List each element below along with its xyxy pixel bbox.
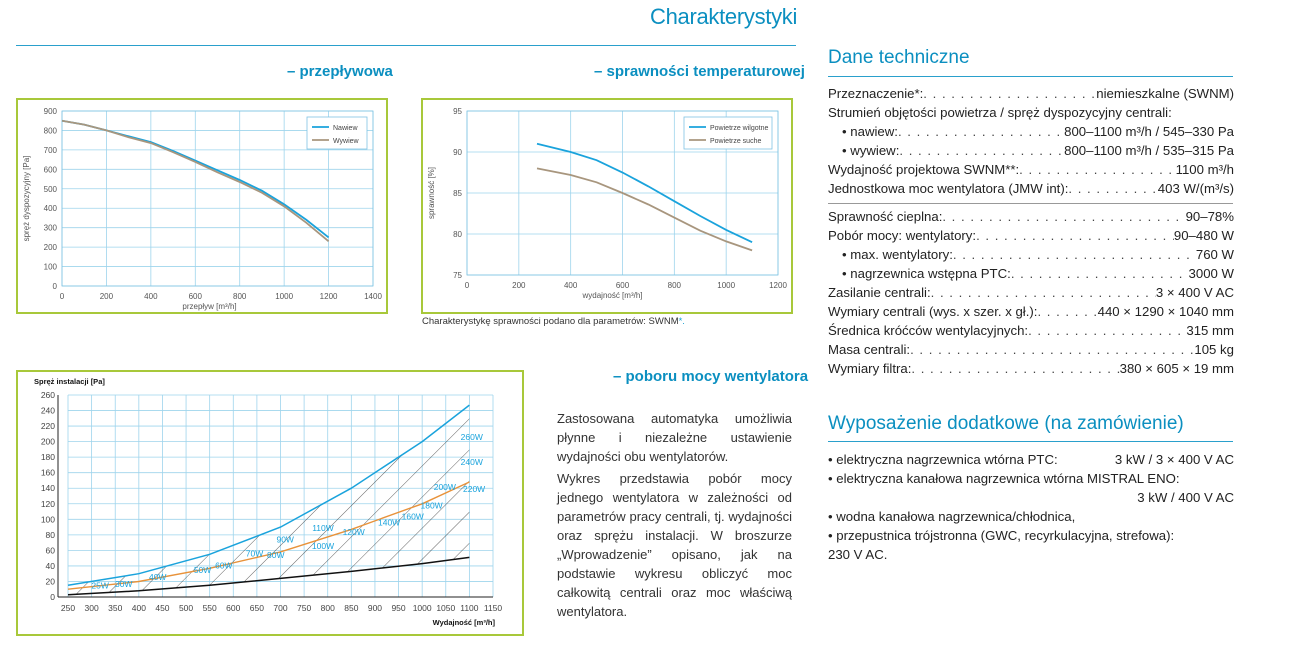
tech-row-value: 380 × 605 × 19 mm — [1119, 361, 1234, 376]
y-tick-label: 600 — [43, 165, 57, 175]
x-tick-label: 700 — [273, 603, 288, 613]
tech-row — [828, 103, 1234, 122]
x-tick-label: 0 — [464, 281, 470, 290]
tech-row-label: • wywiew: — [842, 143, 900, 158]
tech-row-leader — [931, 283, 1156, 302]
power-label: 25W — [91, 580, 109, 591]
x-tick-label: 1200 — [319, 292, 338, 301]
section-efficiency-title: – sprawności temperaturowej — [594, 63, 805, 80]
tech-row-leader — [923, 84, 1096, 103]
tech-title: Dane techniczne — [828, 47, 970, 68]
equipment-item-value: 3 kW / 400 V AC — [1137, 490, 1234, 505]
page-title: Charakterystyki — [650, 4, 798, 29]
x-tick-label: 350 — [108, 603, 123, 613]
y-tick-label: 75 — [453, 271, 462, 280]
tech-row-value: 800–1100 m³/h / 545–330 Pa — [1064, 124, 1234, 139]
power-label: 140W — [378, 517, 401, 528]
tech-row-value: 403 W/(m³/s) — [1157, 181, 1234, 196]
x-tick-label: 250 — [60, 603, 76, 613]
tech-row-value: 440 × 1290 × 1040 mm — [1097, 304, 1234, 319]
power-label: 90W — [276, 534, 294, 545]
y-tick-label: 80 — [453, 230, 462, 239]
tech-row-label: Średnica króćców wentylacyjnych: — [828, 323, 1029, 338]
x-axis-title: Wydajność [m³/h] — [432, 618, 495, 627]
efficiency-chart-frame — [421, 98, 793, 314]
title-divider — [16, 45, 796, 46]
y-tick-label: 260 — [40, 390, 55, 400]
efficiency-note — [422, 316, 685, 327]
tech-row-label: • nawiew: — [842, 124, 898, 139]
x-tick-label: 1000 — [412, 603, 432, 613]
tech-row-leader — [1019, 160, 1175, 179]
tech-row-label: Wymiary filtra: — [828, 361, 912, 376]
y-tick-label: 120 — [40, 498, 55, 509]
y-tick-label: 0 — [50, 592, 55, 602]
series-line-1 — [537, 168, 752, 250]
tech-row-leader — [898, 122, 1064, 141]
tech-row — [828, 245, 1234, 264]
tech-row-label: Strumień objętości powietrza / spręż dyspozycyjny centrali: — [828, 105, 1172, 120]
y-tick-label: 200 — [40, 436, 55, 447]
tech-row-leader — [942, 207, 1185, 226]
description — [557, 409, 792, 624]
equipment-item — [828, 450, 1234, 469]
equipment-item-text: • wodna kanałowa nagrzewnica/chłodnica, — [828, 509, 1076, 524]
tech-row-value: 315 mm — [1186, 323, 1234, 338]
tech-row-value: 760 W — [1195, 247, 1234, 262]
efficiency-note-mark: *. — [678, 316, 685, 327]
tech-row — [828, 84, 1234, 103]
legend-entry: Powietrze suche — [710, 138, 762, 145]
tech-row-label: Wymiary centrali (wys. x szer. x gł.): — [828, 304, 1038, 319]
y-axis-label: spręż dyspozycyjny [Pa] — [22, 155, 31, 242]
y-tick-label: 20 — [45, 576, 55, 587]
tech-row-leader — [976, 226, 1174, 245]
tech-row-label: Wydajność projektowa SWNM**: — [828, 162, 1020, 177]
tech-row-leader — [911, 359, 1119, 378]
power-label: 160W — [401, 511, 424, 522]
tech-row-value: 1100 m³/h — [1175, 162, 1234, 177]
power-label: 120W — [342, 526, 365, 537]
x-tick-label: 500 — [178, 603, 194, 613]
tech-row-value: 800–1100 m³/h / 535–315 Pa — [1064, 143, 1234, 158]
x-tick-label: 200 — [99, 292, 114, 301]
tech-row-value: 3 × 400 V AC — [1155, 285, 1234, 300]
x-axis-label: wydajność [m³/h] — [582, 291, 643, 300]
equipment-item — [828, 526, 1234, 545]
tech-row-leader — [899, 141, 1064, 160]
x-tick-label: 850 — [344, 603, 359, 613]
tech-row-leader — [1037, 302, 1097, 321]
y-tick-label: 80 — [45, 529, 55, 540]
tech-row — [828, 264, 1234, 283]
y-tick-label: 300 — [43, 223, 57, 233]
y-tick-label: 60 — [45, 545, 55, 556]
description-paragraph-2: Wykres przedstawia pobór mocy jednego wentylatora w zależności od parametrów pracy centrali, tj. wydajności oraz sprężu instalacji. W broszurze „Wprowadzenie” opisano, jak na podstawie wykresu obliczyć moc całkowitą centrali oraz moc właściwą wentylatora. — [557, 471, 792, 619]
x-tick-label: 600 — [226, 603, 241, 613]
power-label: 70W — [245, 548, 264, 559]
x-tick-label: 550 — [202, 603, 217, 613]
y-tick-label: 800 — [43, 126, 57, 136]
equipment-item-text: • elektryczna nagrzewnica wtórna PTC: — [828, 452, 1058, 467]
power-label: 220W — [463, 484, 486, 495]
power-label: 110W — [312, 522, 334, 533]
x-tick-label: 400 — [131, 603, 146, 613]
x-tick-label: 1400 — [364, 292, 382, 301]
x-tick-label: 800 — [667, 281, 682, 290]
power-label: 100W — [311, 540, 335, 551]
equipment-item — [828, 469, 1234, 488]
x-tick-label: 750 — [297, 603, 312, 613]
power-label: 200W — [433, 481, 456, 492]
tech-row-label: Jednostkowa moc wentylatora (JMW int): — [828, 181, 1069, 196]
power-chart-frame — [16, 370, 524, 636]
tech-title-divider — [828, 76, 1233, 77]
x-tick-label: 1100 — [460, 603, 479, 613]
power-label: 180W — [420, 500, 443, 511]
x-tick-label: 400 — [144, 292, 158, 301]
y-tick-label: 85 — [453, 189, 462, 198]
tech-row — [828, 160, 1234, 179]
y-tick-label: 180 — [40, 452, 55, 463]
power-label: 30W — [114, 578, 133, 589]
x-tick-label: 600 — [615, 281, 630, 290]
y-tick-label: 220 — [40, 421, 55, 432]
tech-row — [828, 207, 1234, 226]
power-label: 50W — [193, 564, 212, 575]
legend-entry: Nawiew — [333, 125, 358, 132]
tech-row — [828, 302, 1234, 321]
legend-entry: Powietrze wilgotne — [710, 125, 769, 132]
tech-row-leader — [1011, 264, 1189, 283]
x-tick-label: 1200 — [769, 281, 787, 290]
tech-row — [828, 226, 1234, 245]
section-flow-title: – przepływowa — [287, 63, 393, 80]
equipment-item-value: 3 kW / 3 × 400 V AC — [1114, 452, 1234, 467]
equipment-title-divider — [828, 441, 1233, 442]
tech-row — [828, 283, 1234, 302]
y-tick-label: 95 — [453, 107, 462, 116]
tech-row — [828, 321, 1234, 340]
equipment-item-text: 230 V AC. — [828, 547, 888, 562]
x-tick-label: 900 — [367, 603, 383, 613]
x-axis-label: przepływ [m³/h] — [182, 302, 237, 311]
tech-row-value: 90–480 W — [1173, 228, 1234, 243]
y-tick-label: 240 — [40, 405, 55, 416]
section-power-title: – poboru mocy wentylatora — [613, 368, 809, 385]
efficiency-note-text: Charakterystykę sprawności podano dla parametrów: SWNM — [422, 316, 679, 327]
x-tick-label: 800 — [320, 603, 335, 613]
tech-row-value: 90–78% — [1185, 209, 1234, 224]
equipment-title: Wyposażenie dodatkowe (na zamówienie) — [828, 413, 1184, 434]
tech-row-label: Zasilanie centrali: — [828, 285, 931, 300]
tech-row-value: niemieszkalne (SWNM) — [1096, 86, 1234, 101]
y-tick-label: 140 — [40, 483, 55, 494]
description-paragraph-1: Zastosowana automatyka umożliwia płynne i niezależne ustawienie wydajności obu wentylatorów. — [557, 411, 792, 464]
tech-row-leader — [953, 245, 1196, 264]
x-tick-label: 1150 — [483, 603, 503, 613]
power-chart — [18, 372, 522, 634]
tech-row-leader — [910, 340, 1194, 359]
tech-group-separator — [828, 203, 1233, 204]
power-label: 40W — [148, 571, 167, 582]
tech-row — [828, 179, 1234, 198]
y-tick-label: 0 — [52, 282, 57, 291]
power-label: 260W — [460, 432, 483, 443]
y-axis-title: Spręż instalacji [Pa] — [34, 377, 105, 386]
tech-row-value: 3000 W — [1188, 266, 1234, 281]
x-tick-label: 400 — [563, 281, 578, 290]
y-tick-label: 100 — [43, 262, 57, 272]
y-tick-label: 90 — [453, 148, 462, 157]
tech-row — [828, 359, 1234, 378]
tech-row-label: Przeznaczenie*: — [828, 86, 924, 101]
x-tick-label: 600 — [188, 292, 202, 301]
power-label: 80W — [267, 550, 285, 561]
x-tick-label: 650 — [249, 603, 264, 613]
x-tick-label: 1000 — [717, 281, 736, 290]
tech-row-leader — [1068, 179, 1157, 198]
x-tick-label: 950 — [391, 603, 406, 613]
tech-row — [828, 340, 1234, 359]
flow-chart-frame — [16, 98, 388, 314]
y-axis-label: sprawność [%] — [427, 166, 436, 220]
tech-row — [828, 122, 1234, 141]
efficiency-chart — [423, 100, 791, 312]
y-tick-label: 700 — [43, 145, 57, 155]
flow-chart — [18, 100, 386, 312]
tech-row — [828, 141, 1234, 160]
y-tick-label: 400 — [43, 204, 57, 214]
equipment-item — [828, 507, 1234, 526]
tech-row-label: • nagrzewnica wstępna PTC: — [842, 266, 1011, 281]
tech-row-label: Pobór mocy: wentylatory: — [828, 228, 977, 243]
power-label: 240W — [460, 456, 483, 467]
legend-entry: Wywiew — [333, 138, 359, 145]
y-tick-label: 200 — [43, 243, 57, 253]
y-tick-label: 900 — [43, 107, 57, 116]
tech-row-label: Sprawność cieplna: — [828, 209, 943, 224]
x-tick-label: 1050 — [436, 603, 456, 613]
x-tick-label: 0 — [59, 292, 65, 301]
equipment-item-text: • przepustnica trójstronna (GWC, recyrkulacyjna, strefowa): — [828, 528, 1175, 543]
x-tick-label: 800 — [233, 292, 247, 301]
tech-row-value: 105 kg — [1194, 342, 1234, 357]
y-tick-label: 100 — [40, 514, 55, 525]
y-tick-label: 40 — [45, 560, 55, 571]
x-tick-label: 300 — [84, 603, 99, 613]
tech-row-leader — [1028, 321, 1186, 340]
equipment-item — [828, 545, 1234, 564]
x-tick-label: 1000 — [275, 292, 294, 301]
x-tick-label: 200 — [512, 281, 526, 290]
y-tick-label: 160 — [40, 467, 55, 478]
equipment-item-text: • elektryczna kanałowa nagrzewnica wtórna MISTRAL ENO: — [828, 471, 1180, 486]
tech-row-label: • max. wentylatory: — [842, 247, 953, 262]
power-label: 60W — [215, 560, 233, 571]
tech-row-label: Masa centrali: — [828, 342, 911, 357]
y-tick-label: 500 — [43, 184, 57, 194]
x-tick-label: 450 — [155, 603, 170, 613]
